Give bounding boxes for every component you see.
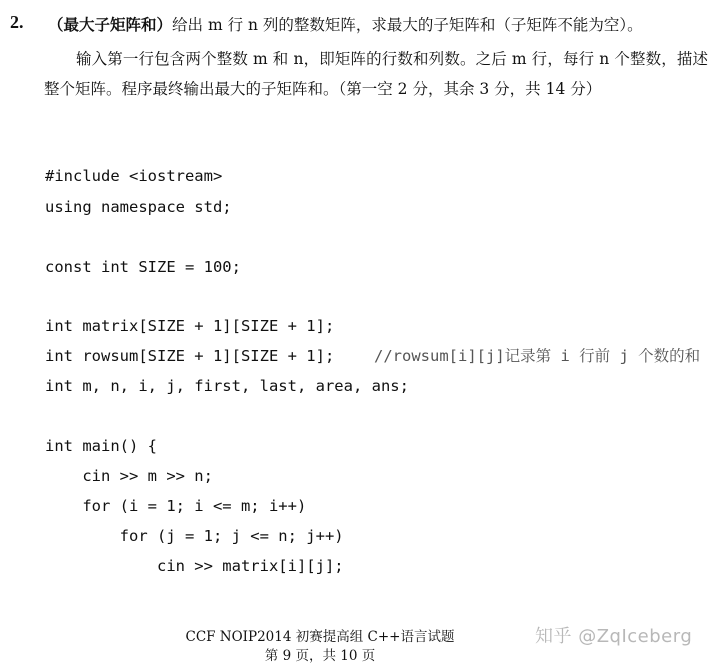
code-line-main: int main() { [45,437,157,455]
footer-page: 第 9 页，共 10 页 [264,648,376,664]
code-line-matrix: int matrix[SIZE + 1][SIZE + 1]; [45,317,335,335]
code-line-cin: cin >> m >> n; [45,467,213,485]
footer-title: CCF NOIP2014 初赛提高组 C++语言试题 [185,629,455,645]
code-line-using: using namespace std; [45,198,232,216]
code-line-const: const int SIZE = 100; [45,258,241,276]
code-line-rowsum: int rowsum[SIZE + 1][SIZE + 1]; [45,347,335,365]
code-line-cin-matrix: cin >> matrix[i][j]; [45,557,344,575]
code-line-include: #include <iostream> [45,167,223,185]
code-line-vars: int m, n, i, j, first, last, area, ans; [45,377,409,395]
question-description: 输入第一行包含两个整数 m 和 n，即矩阵的行数和列数。之后 m 行，每行 n 个整数，描述整个矩阵。程序最终输出最大的子矩阵和。（第一空 2 分，其余 3 分，共 14 分） [44,50,708,98]
question-title-bold: （最大子矩阵和） [48,15,173,34]
code-line-for-i: for (i = 1; i <= m; i++) [45,497,307,515]
question-number: 2. [10,12,24,32]
question-title-rest: 给出 m 行 n 列的整数矩阵，求最大的子矩阵和（子矩阵不能为空）。 [172,16,643,34]
question-title [48,12,716,38]
watermark: 知乎 @ZqIceberg [535,626,693,647]
code-comment-rowsum: //rowsum[i][j]记录第 i 行前 j 个数的和 [374,347,701,365]
code-line-for-j: for (j = 1; j <= n; j++) [45,527,344,545]
